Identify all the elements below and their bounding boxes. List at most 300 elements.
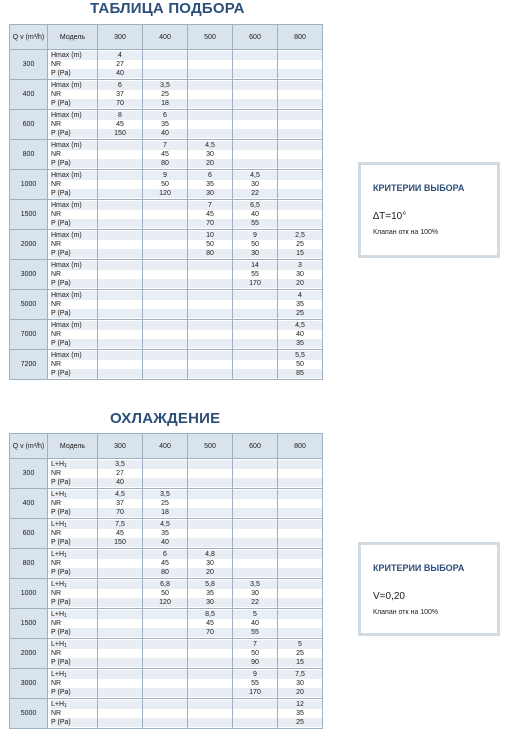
cell-value <box>188 478 232 487</box>
parameter-label: P (Pa) <box>51 249 97 258</box>
cell-value: 6 <box>143 111 187 120</box>
cell-value <box>98 688 142 697</box>
cell-value: 9 <box>143 171 187 180</box>
cell-value: 20 <box>278 279 322 288</box>
parameter-label: Hmax (m) <box>51 261 97 270</box>
parameter-label: NR <box>51 300 97 309</box>
value-cell <box>98 230 143 260</box>
criteria-value: V=0,20 <box>373 591 405 602</box>
value-cell <box>233 260 278 290</box>
cell-value: 37 <box>98 499 142 508</box>
parameter-label: Hmax (m) <box>51 81 97 90</box>
cell-value <box>98 610 142 619</box>
value-cell <box>143 230 188 260</box>
cell-value: 18 <box>143 99 187 108</box>
cell-value: 6 <box>98 81 142 90</box>
cell-value <box>278 610 322 619</box>
cell-value <box>188 99 232 108</box>
cell-value: 27 <box>98 469 142 478</box>
cell-value <box>143 60 187 69</box>
cell-value <box>233 51 277 60</box>
cell-value <box>233 111 277 120</box>
cell-value: 20 <box>188 568 232 577</box>
cell-value: 25 <box>278 649 322 658</box>
value-cell <box>233 80 278 110</box>
cell-value <box>188 688 232 697</box>
parameter-label: P (Pa) <box>51 478 97 487</box>
flow-rate-cell: 1500 <box>10 200 48 230</box>
cell-value <box>143 210 187 219</box>
cell-value: 3,5 <box>143 490 187 499</box>
cell-value <box>98 718 142 727</box>
cell-value <box>188 261 232 270</box>
value-cell <box>98 609 143 639</box>
parameter-label: $L+H_1$ <box>51 520 97 529</box>
cell-value: 27 <box>98 60 142 69</box>
cell-value: 170 <box>233 688 277 697</box>
cell-value <box>233 508 277 517</box>
parameter-label: Hmax (m) <box>51 291 97 300</box>
cell-value: 55 <box>233 679 277 688</box>
cell-value <box>98 628 142 637</box>
parameter-label: P (Pa) <box>51 688 97 697</box>
cell-value <box>233 141 277 150</box>
value-cell <box>188 230 233 260</box>
cell-value <box>233 478 277 487</box>
cell-value <box>278 508 322 517</box>
cell-value <box>233 529 277 538</box>
cell-value <box>188 120 232 129</box>
table-row <box>10 609 323 639</box>
flow-rate-cell: 800 <box>10 549 48 579</box>
parameter-label: Hmax (m) <box>51 51 97 60</box>
cell-value: 35 <box>278 339 322 348</box>
value-cell <box>98 579 143 609</box>
value-cell <box>143 609 188 639</box>
cell-value: 14 <box>233 261 277 270</box>
cell-value: 90 <box>233 658 277 667</box>
value-cell <box>188 519 233 549</box>
cell-value <box>278 90 322 99</box>
heating-table-body <box>10 50 323 380</box>
model-column-header: 600 <box>233 434 278 459</box>
cell-value: 7,5 <box>278 670 322 679</box>
value-cell <box>278 50 323 80</box>
parameter-label: P (Pa) <box>51 279 97 288</box>
flow-rate-cell: 800 <box>10 140 48 170</box>
parameter-label: Hmax (m) <box>51 171 97 180</box>
cell-value <box>233 460 277 469</box>
value-cell <box>233 699 278 729</box>
table-row <box>10 459 323 489</box>
cell-value: 50 <box>143 180 187 189</box>
model-column-header: 500 <box>188 434 233 459</box>
cell-value <box>143 640 187 649</box>
cell-value <box>278 60 322 69</box>
value-cell <box>98 50 143 80</box>
cell-value: 6,8 <box>143 580 187 589</box>
cell-value <box>98 210 142 219</box>
cell-value: 2,5 <box>278 231 322 240</box>
cell-value <box>233 321 277 330</box>
cell-value <box>98 330 142 339</box>
cell-value: 7 <box>143 141 187 150</box>
value-cell <box>278 699 323 729</box>
cell-value <box>188 321 232 330</box>
value-cell <box>233 140 278 170</box>
value-cell <box>143 200 188 230</box>
cell-value <box>278 111 322 120</box>
cell-value: 35 <box>143 120 187 129</box>
parameter-label: NR <box>51 90 97 99</box>
cell-value <box>278 159 322 168</box>
cell-value: 80 <box>143 568 187 577</box>
table-row <box>10 669 323 699</box>
cell-value: 15 <box>278 658 322 667</box>
cell-value: 12 <box>278 700 322 709</box>
flow-rate-cell: 300 <box>10 459 48 489</box>
cell-value <box>278 201 322 210</box>
parameter-label: NR <box>51 120 97 129</box>
value-cell <box>188 170 233 200</box>
cell-value <box>143 309 187 318</box>
value-cell <box>143 320 188 350</box>
flow-rate-header: Q v (m³/h) <box>10 434 48 459</box>
cell-value: 6 <box>188 171 232 180</box>
value-cell <box>278 110 323 140</box>
parameter-label: NR <box>51 270 97 279</box>
value-cell <box>188 140 233 170</box>
cell-value: 6 <box>143 550 187 559</box>
model-column-header: 600 <box>233 25 278 50</box>
parameter-label: P (Pa) <box>51 69 97 78</box>
value-cell <box>233 609 278 639</box>
cell-value <box>233 469 277 478</box>
flow-rate-cell: 3000 <box>10 260 48 290</box>
value-cell <box>233 459 278 489</box>
parameter-label: NR <box>51 60 97 69</box>
parameter-label: P (Pa) <box>51 189 97 198</box>
cell-value <box>188 330 232 339</box>
cell-value: 4,5 <box>143 520 187 529</box>
value-cell <box>278 260 323 290</box>
value-cell <box>233 549 278 579</box>
flow-rate-cell: 2000 <box>10 230 48 260</box>
cell-value: 30 <box>188 189 232 198</box>
cell-value <box>188 300 232 309</box>
cell-value: 70 <box>98 99 142 108</box>
value-cell <box>98 170 143 200</box>
cell-value <box>98 679 142 688</box>
cell-value: 80 <box>188 249 232 258</box>
cell-value <box>233 99 277 108</box>
cell-value <box>98 321 142 330</box>
cooling-criteria-box <box>358 542 500 636</box>
value-cell <box>233 230 278 260</box>
cell-value <box>98 589 142 598</box>
cell-value: 40 <box>98 69 142 78</box>
cell-value <box>143 249 187 258</box>
cell-value <box>188 90 232 99</box>
value-cell <box>188 669 233 699</box>
cell-value <box>98 150 142 159</box>
parameter-label: NR <box>51 240 97 249</box>
cell-value <box>188 270 232 279</box>
cell-value: 15 <box>278 249 322 258</box>
value-cell <box>233 170 278 200</box>
parameter-label: P (Pa) <box>51 568 97 577</box>
cell-value <box>143 700 187 709</box>
cell-value <box>98 201 142 210</box>
value-cell <box>143 350 188 380</box>
cell-value <box>98 709 142 718</box>
cell-value <box>188 111 232 120</box>
cell-value: 7 <box>233 640 277 649</box>
table-row <box>10 350 323 380</box>
cell-value <box>143 231 187 240</box>
cell-value: 30 <box>188 559 232 568</box>
cell-value: 55 <box>233 219 277 228</box>
cell-value <box>143 619 187 628</box>
cell-value <box>143 649 187 658</box>
value-cell <box>143 579 188 609</box>
cell-value <box>143 360 187 369</box>
criteria-note: Клапан отк на 100% <box>373 229 439 236</box>
value-cell <box>188 80 233 110</box>
cell-value <box>188 291 232 300</box>
cell-value <box>233 309 277 318</box>
value-cell <box>143 549 188 579</box>
value-cell <box>98 260 143 290</box>
value-cell <box>278 350 323 380</box>
value-cell <box>143 80 188 110</box>
table-row <box>10 200 323 230</box>
table-row <box>10 230 323 260</box>
cell-value <box>233 709 277 718</box>
table-row <box>10 639 323 669</box>
value-cell <box>188 549 233 579</box>
flow-rate-cell: 3000 <box>10 669 48 699</box>
value-cell <box>233 489 278 519</box>
cell-value <box>188 538 232 547</box>
cell-value: 3,5 <box>233 580 277 589</box>
parameter-label: Hmax (m) <box>51 201 97 210</box>
cell-value: 50 <box>143 589 187 598</box>
cell-value: 45 <box>143 559 187 568</box>
value-cell <box>98 549 143 579</box>
parameter-label: Hmax (m) <box>51 141 97 150</box>
cell-value <box>143 369 187 378</box>
cell-value <box>143 478 187 487</box>
cell-value: 7,5 <box>98 520 142 529</box>
cell-value <box>98 240 142 249</box>
cell-value: 40 <box>143 129 187 138</box>
cell-value <box>278 598 322 607</box>
cell-value: 22 <box>233 189 277 198</box>
parameter-labels-cell <box>48 320 98 350</box>
criteria-heading: КРИТЕРИИ ВЫБОРА <box>373 563 465 573</box>
cell-value: 45 <box>98 120 142 129</box>
cell-value <box>143 219 187 228</box>
cell-value <box>98 658 142 667</box>
parameter-labels-cell <box>48 639 98 669</box>
cell-value <box>143 628 187 637</box>
cell-value <box>98 369 142 378</box>
parameter-labels-cell <box>48 50 98 80</box>
parameter-labels-cell <box>48 549 98 579</box>
cell-value <box>233 291 277 300</box>
cell-value <box>98 640 142 649</box>
cell-value <box>278 628 322 637</box>
cell-value: 37 <box>98 90 142 99</box>
cell-value: 35 <box>143 529 187 538</box>
value-cell <box>188 320 233 350</box>
cell-value <box>278 589 322 598</box>
cell-value <box>233 351 277 360</box>
parameter-label: $L+H_1$ <box>51 580 97 589</box>
cell-value <box>278 189 322 198</box>
value-cell <box>143 170 188 200</box>
cell-value <box>278 550 322 559</box>
criteria-heading: КРИТЕРИИ ВЫБОРА <box>373 183 465 193</box>
value-cell <box>233 110 278 140</box>
cell-value: 30 <box>233 249 277 258</box>
cell-value <box>143 270 187 279</box>
parameter-label: P (Pa) <box>51 718 97 727</box>
table-row <box>10 549 323 579</box>
value-cell <box>188 639 233 669</box>
cell-value <box>98 351 142 360</box>
table-row <box>10 290 323 320</box>
table-row <box>10 80 323 110</box>
cell-value <box>233 159 277 168</box>
cooling-section-title: ОХЛАЖДЕНИЕ <box>110 410 221 427</box>
table-row <box>10 140 323 170</box>
value-cell <box>188 579 233 609</box>
cell-value <box>233 499 277 508</box>
cell-value: 8 <box>98 111 142 120</box>
cell-value <box>278 469 322 478</box>
cell-value <box>143 279 187 288</box>
parameter-label: P (Pa) <box>51 339 97 348</box>
value-cell <box>143 519 188 549</box>
cell-value <box>98 189 142 198</box>
parameter-labels-cell <box>48 459 98 489</box>
table-row <box>10 260 323 290</box>
cell-value <box>233 60 277 69</box>
cell-value: 4 <box>278 291 322 300</box>
value-cell <box>188 699 233 729</box>
cell-value: 25 <box>278 718 322 727</box>
value-cell <box>278 579 323 609</box>
model-header: Модель <box>48 434 98 459</box>
cell-value <box>98 559 142 568</box>
parameter-label: $L+H_1$ <box>51 490 97 499</box>
parameter-labels-cell <box>48 350 98 380</box>
cell-value <box>188 718 232 727</box>
cell-value <box>278 81 322 90</box>
cell-value <box>233 700 277 709</box>
cell-value <box>278 120 322 129</box>
cell-value <box>143 670 187 679</box>
cell-value <box>233 129 277 138</box>
value-cell <box>233 290 278 320</box>
cell-value <box>98 550 142 559</box>
cell-value: 4,5 <box>278 321 322 330</box>
cell-value: 70 <box>188 628 232 637</box>
cell-value <box>143 679 187 688</box>
cell-value <box>278 490 322 499</box>
value-cell <box>143 489 188 519</box>
cell-value <box>233 330 277 339</box>
parameter-label: $L+H_1$ <box>51 700 97 709</box>
cell-value <box>98 141 142 150</box>
cell-value <box>233 150 277 159</box>
cell-value <box>188 51 232 60</box>
cell-value <box>278 499 322 508</box>
cell-value: 4,8 <box>188 550 232 559</box>
value-cell <box>278 639 323 669</box>
table-row <box>10 50 323 80</box>
parameter-label: Hmax (m) <box>51 231 97 240</box>
cell-value <box>143 201 187 210</box>
cell-value <box>278 219 322 228</box>
table-row <box>10 170 323 200</box>
cell-value <box>278 69 322 78</box>
flow-rate-cell: 7200 <box>10 350 48 380</box>
value-cell <box>278 609 323 639</box>
cell-value <box>143 300 187 309</box>
cell-value <box>233 120 277 129</box>
cell-value <box>188 309 232 318</box>
cell-value <box>188 658 232 667</box>
value-cell <box>233 200 278 230</box>
cell-value: 4 <box>98 51 142 60</box>
cell-value <box>278 171 322 180</box>
cell-value <box>188 670 232 679</box>
value-cell <box>233 639 278 669</box>
value-cell <box>233 519 278 549</box>
value-cell <box>188 110 233 140</box>
parameter-label: NR <box>51 709 97 718</box>
cell-value <box>278 51 322 60</box>
value-cell <box>98 140 143 170</box>
cell-value: 30 <box>233 589 277 598</box>
value-cell <box>143 699 188 729</box>
parameter-labels-cell <box>48 80 98 110</box>
cell-value <box>188 640 232 649</box>
cell-value <box>143 658 187 667</box>
cell-value: 120 <box>143 189 187 198</box>
cell-value: 50 <box>278 360 322 369</box>
value-cell <box>98 699 143 729</box>
table-row <box>10 489 323 519</box>
parameter-label: $L+H_1$ <box>51 550 97 559</box>
cell-value <box>98 300 142 309</box>
parameter-label: NR <box>51 469 97 478</box>
value-cell <box>233 579 278 609</box>
cell-value <box>278 619 322 628</box>
cell-value <box>278 180 322 189</box>
parameter-label: P (Pa) <box>51 508 97 517</box>
value-cell <box>278 549 323 579</box>
cell-value: 4,5 <box>233 171 277 180</box>
cell-value <box>98 700 142 709</box>
cell-value: 50 <box>233 649 277 658</box>
cell-value: 9 <box>233 231 277 240</box>
value-cell <box>188 609 233 639</box>
cell-value: 40 <box>98 478 142 487</box>
